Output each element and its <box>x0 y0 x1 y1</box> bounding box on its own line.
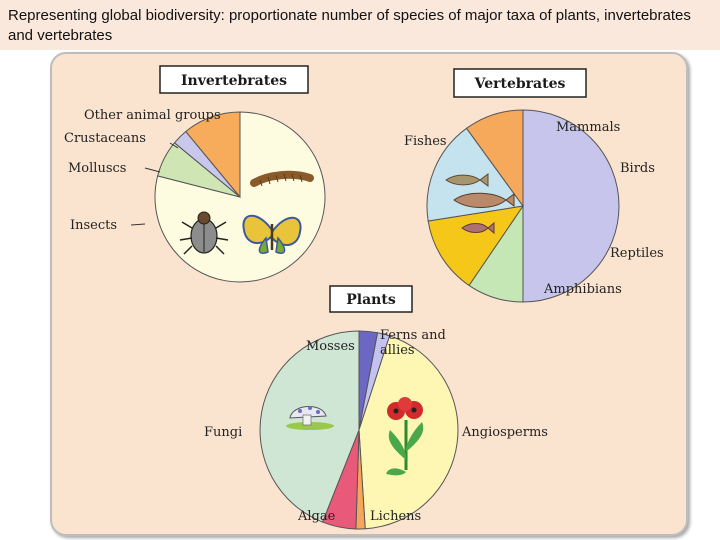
label-insects: Insects <box>70 218 118 233</box>
plants-title-box <box>330 286 412 312</box>
label-algae: Algae <box>298 509 336 524</box>
plants-pie <box>260 331 458 529</box>
label-fishes: Fishes <box>404 134 447 149</box>
label-crustaceans: Crustaceans <box>64 131 146 146</box>
caption-text: Representing global biodiversity: proportionate number of species of major taxa of plants, invertebrates and vertebrates <box>8 7 691 44</box>
label-fungi: Fungi <box>204 425 243 440</box>
vertebrates-pie <box>427 110 619 302</box>
label-lichens: Lichens <box>370 509 422 524</box>
label-reptiles: Reptiles <box>610 246 664 261</box>
label-ferns-and-allies-line2: allies <box>380 343 415 358</box>
label-mosses: Mosses <box>306 339 355 354</box>
label-amphibians: Amphibians <box>544 282 622 297</box>
vertebrates-title-box <box>454 69 586 97</box>
invertebrates-title-box <box>160 66 308 93</box>
label-mammals: Mammals <box>556 120 621 135</box>
plants-title: Plants <box>346 292 396 308</box>
invertebrates-title: Invertebrates <box>180 73 288 89</box>
invertebrates-pie <box>155 112 325 282</box>
label-ferns-and-allies-line1: Ferns and <box>380 328 446 343</box>
label-angiosperms: Angiosperms <box>462 425 548 440</box>
label-other-animal-groups: Other animal groups <box>84 108 221 123</box>
label-birds: Birds <box>620 161 655 176</box>
pie-slice-fishes <box>523 110 619 302</box>
label-molluscs: Molluscs <box>68 161 127 176</box>
vertebrates-title: Vertebrates <box>474 76 566 92</box>
